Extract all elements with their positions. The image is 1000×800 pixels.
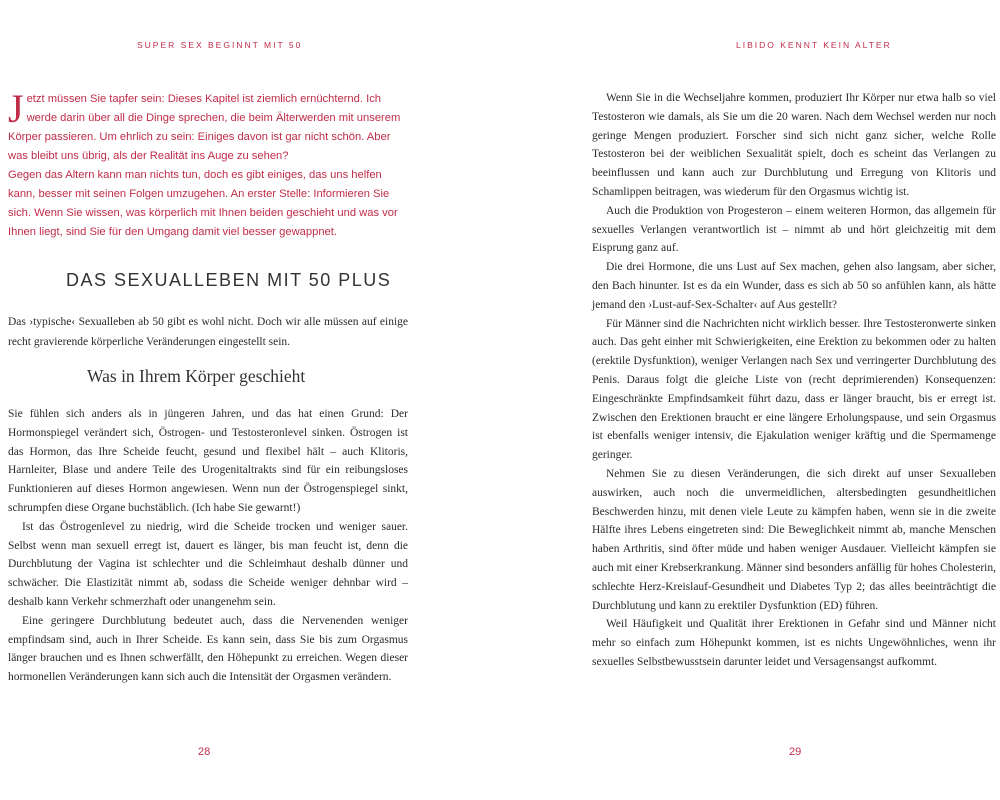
section-heading: DAS SEXUALLEBEN MIT 50 PLUS	[66, 270, 392, 290]
body-paragraph: Ist das Östrogenlevel zu niedrig, wird die Scheide trocken und weniger sauer. Selbst wenn man sexuell erregt ist, dauert es länger, bis man feucht ist, denn die Durchblutung der Vagina ist schlechter und die Schleimhaut deshalb dünner und schwächer. Die Elastizität nimmt ab, sodass die Scheide weniger dehnbar wird – deshalb kann Verkehr schmerzhaft oder unangenehm sein.	[8, 520, 408, 608]
chapter-intro	[8, 86, 406, 242]
intro-text-1: etzt müssen Sie tapfer sein: Dieses Kapitel ist ziemlich ernüchternd. Ich werde darin über all die Dinge sprechen, die beim Älterwerden mit unserem Körper passieren. Um ehrlich zu sein: Einiges davon ist gar nicht schön. Aber was bleibt uns übrig, als der Realität ins Auge zu sehen?	[8, 93, 401, 162]
drop-cap: J	[8, 86, 24, 131]
running-head-right: LIBIDO KENNT KEIN ALTER	[736, 40, 892, 50]
body-paragraph: Eine geringere Durchblutung bedeutet auch, dass die Nervenenden weniger empfindsam sind, auch in Ihrer Scheide. Es kann sein, dass Sie bis zum Orgasmus länger brauchen und es Ihnen schwerfällt, den Höhepunkt zu erreichen. Wegen dieser hormonellen Veränderungen kann sich auch die Intensität der Orgasmen verändern.	[8, 614, 408, 684]
body-paragraph: Auch die Produktion von Progesteron – einem weiteren Hormon, das allgemein für sexuelles Verlangen verantwortlich ist – nimmt ab und hört gleichzeitig mit dem Eisprung ganz auf.	[592, 204, 996, 255]
body-paragraph: Für Männer sind die Nachrichten nicht wirklich besser. Ihre Testosteronwerte sinken auch. Das geht einher mit Schwierigkeiten, eine Erektion zu bekommen oder zu halten (erektile Dysfunktion), weniger Verlangen nach Sex und verringerter Durchblutung des Penis. Daraus folgt die gleiche Liste von (recht deprimierenden) Konsequenzen: Eingeschränkte Empfindsamkeit führt dazu, dass er länger braucht, bis er erregt ist. Zwischen den Erektionen braucht er eine längere Erholungspause, und sein Orgasmus ist ebenfalls weniger intensiv, die Ejakulation weniger kräftig und die Spermamenge geringer.	[592, 317, 996, 462]
page-number-left: 28	[198, 746, 211, 758]
body-paragraph: Die drei Hormone, die uns Lust auf Sex machen, gehen also langsam, aber sicher, den Bach hinunter. Ist es da ein Wunder, dass es sich ab 50 so anfühlen kann, als hätte jemand den ›Lust-auf-Sex-Schalter‹ auf Aus gestellt?	[592, 261, 996, 311]
body-text-right	[592, 89, 996, 672]
running-head-left: SUPER SEX BEGINNT MIT 50	[137, 40, 303, 50]
right-page	[592, 0, 1000, 800]
page-number-right: 29	[789, 746, 802, 758]
intro-paragraph-1	[8, 86, 406, 166]
intro-paragraph-2: Gegen das Altern kann man nichts tun, doch es gibt einiges, das uns helfen kann, besser mit seinen Folgen umzugehen. An erster Stelle: Informieren Sie sich. Wenn Sie wissen, was körperlich mit Ihnen beiden geschieht und was vor Ihnen liegt, sind Sie für den Umgang damit viel besser gewappnet.	[8, 169, 398, 238]
body-paragraph: Nehmen Sie zu diesen Veränderungen, die sich direkt auf unser Sexualleben auswirken, auch noch die unvermeidlichen, altersbedingten gesundheitlichen Beschwerden hinzu, mit denen viele Leute zu kämpfen haben, wenn sie in die zweite Hälfte ihres Lebens eingetreten sind: Die Beweglichkeit nimmt ab, manche Menschen haben Arthritis, sind öfter müde und haben weniger Ausdauer. Vielleicht kämpfen sie auch mit einer Krebserkrankung. Männer sind besonders anfällig für hohes Cholesterin, schlechte Herz-Kreislauf-Gesundheit und Diabetes Typ 2; das alles beeinträchtigt die Durchblutung und kann zu erektiler Dysfunktion (ED) führen.	[592, 467, 996, 612]
subsection-heading: Was in Ihrem Körper geschieht	[87, 366, 306, 386]
body-paragraph: Wenn Sie in die Wechseljahre kommen, produziert Ihr Körper nur etwa halb so viel Testosteron wie damals, als Sie um die 20 waren. Nach dem Wechsel werden nur noch geringe Mengen produziert. Forscher sind sich nicht ganz sicher, welche Rolle Testosteron bei der weiblichen Sexualität spielt, doch es scheint das Verlangen zu beeinflussen und kann auch zur Durchblutung und Erregung von Klitoris und Schamlippen beitragen, was wiederum für den Orgasmus wichtig ist.	[592, 92, 996, 198]
left-page	[0, 0, 414, 800]
body-text-left	[8, 405, 408, 687]
body-paragraph: Sie fühlen sich anders als in jüngeren Jahren, und das hat einen Grund: Der Hormonspiegel verändert sich, Östrogen- und Testosteronlevel sinken. Östrogen ist das Hormon, das Ihre Scheide feucht, gesund und flexibel hält – auch Klitoris, Harnleiter, Blase und andere Teile des Urogenitaltrakts sind für ein reibungsloses Funktionieren auf dieses Hormon angewiesen. Wenn nun der Östrogenspiegel sinkt, schrumpfen diese Organe buchstäblich. (Ich habe Sie gewarnt!)	[8, 408, 408, 514]
section-intro-paragraph: Das ›typische‹ Sexualleben ab 50 gibt es wohl nicht. Doch wir alle müssen auf einige recht gravierende körperliche Veränderungen eingestellt sein.	[8, 316, 408, 348]
body-paragraph: Weil Häufigkeit und Qualität ihrer Erektionen in Gefahr sind und Männer nicht mehr so einfach zum Höhepunkt kommen, ist es nichts Ungewöhnliches, wenn ihr sexuelles Selbstbewusstsein darunter leidet und Versagensangst aufkommt.	[592, 618, 996, 668]
